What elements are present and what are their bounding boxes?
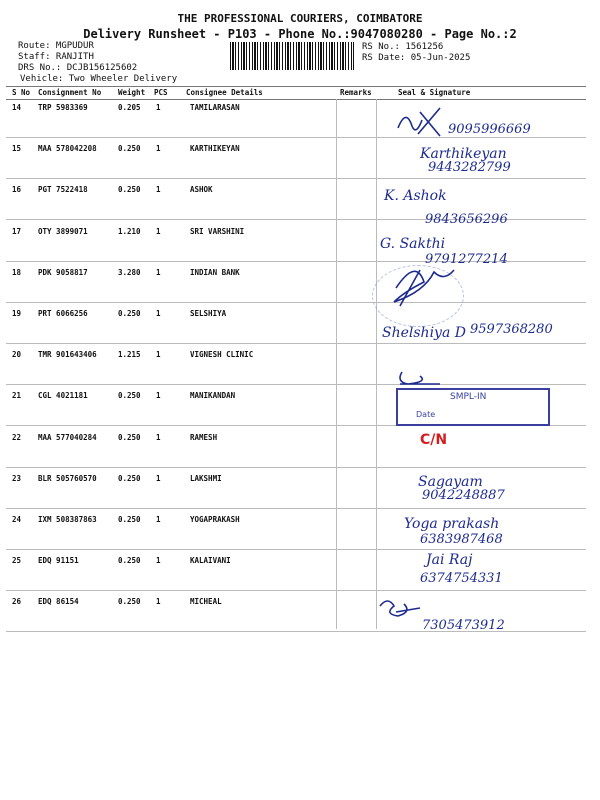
signature-name: Yoga prakash: [404, 516, 500, 532]
drs-number: DRS No.: DCJB156125602: [18, 63, 138, 73]
row-divider: [6, 343, 586, 344]
row-sno: 26: [12, 597, 22, 607]
staff-label: Staff: RANJITH: [18, 52, 94, 62]
row-consignee-name: MANIKANDAN: [190, 391, 236, 401]
col-signature: Seal & Signature: [398, 88, 471, 97]
row-consignment-no: MAA 577040284: [38, 432, 97, 442]
row-divider: [6, 467, 586, 468]
row-weight: 0.250: [118, 144, 141, 154]
row-pcs: 1: [156, 597, 161, 607]
signature-phone: 6374754331: [420, 571, 503, 586]
row-consignee-name: RAMESH: [190, 432, 218, 442]
row-sno: 17: [12, 226, 22, 236]
row-consignment-no: TRP 5983369: [38, 103, 88, 112]
row-pcs: 1: [156, 309, 161, 318]
signature-name: G. Sakthi: [380, 236, 446, 252]
col-sno: S No: [12, 88, 31, 97]
row-sno: 20: [12, 350, 22, 360]
col-weight: Weight: [118, 88, 146, 97]
row-weight: 0.250: [118, 473, 141, 483]
row-sno: 14: [12, 103, 22, 112]
row-consignee-name: MICHEAL: [190, 597, 222, 607]
row-consignee-name: LAKSHMI: [190, 473, 222, 483]
signature-phone: 9095996669: [448, 122, 531, 137]
row-weight: 1.210: [118, 226, 141, 236]
courier-stamp: [396, 388, 550, 426]
signature-name: Jai Raj: [426, 552, 473, 568]
row-consignment-no: PRT 6066256: [38, 309, 88, 318]
row-divider: [6, 137, 586, 138]
signature-phone: 9443282799: [428, 160, 511, 175]
signature-phone: 7305473912: [422, 618, 505, 633]
row-consignee-name: VIGNESH CLINIC: [190, 350, 254, 360]
row-sno: 19: [12, 309, 22, 318]
row-pcs: 1: [156, 350, 161, 360]
row-consignment-no: TMR 901643406: [38, 350, 97, 360]
col-remarks: Remarks: [340, 88, 372, 97]
row-consignee-name: TAMILARASAN: [190, 103, 240, 112]
row-sno: 24: [12, 515, 22, 524]
signature-phone: 9597368280: [470, 322, 553, 337]
row-sno: 18: [12, 267, 22, 277]
row-consignee-name: ASHOK: [190, 185, 213, 195]
row-consignee-name: INDIAN BANK: [190, 267, 240, 277]
row-divider: [6, 384, 586, 385]
row-divider: [6, 178, 586, 179]
row-consignment-no: PGT 7522418: [38, 185, 88, 195]
signature-phone: 9042248887: [422, 488, 505, 503]
runsheet-title: Delivery Runsheet - P103 - Phone No.:9047080280 - Page No.:2: [83, 27, 517, 41]
signature-name: Shelshiya D: [382, 325, 466, 341]
header-top-rule: [6, 86, 586, 87]
row-pcs: 1: [156, 515, 161, 524]
row-divider: [6, 549, 586, 550]
row-sno: 16: [12, 185, 22, 195]
route-label: Route: MGPUDUR: [18, 41, 94, 51]
rs-number: RS No.: 1561256: [362, 42, 444, 52]
row-pcs: 1: [156, 267, 161, 277]
header-bottom-rule: [6, 99, 586, 100]
row-consignment-no: EDQ 91151: [38, 556, 79, 566]
row-pcs: 1: [156, 144, 161, 154]
row-consignment-no: IXM 508387863: [38, 515, 97, 524]
row-sno: 22: [12, 432, 22, 442]
row-pcs: 1: [156, 185, 161, 195]
row-sno: 23: [12, 473, 22, 483]
row-weight: 0.205: [118, 103, 141, 112]
row-weight: 0.250: [118, 432, 141, 442]
row-weight: 0.250: [118, 309, 141, 318]
row-consignee-name: SELSHIYA: [190, 309, 227, 318]
signature-scribble: [398, 108, 440, 136]
col-consignee: Consignee Details: [186, 88, 263, 97]
row-consignment-no: EDQ 86154: [38, 597, 79, 607]
row-weight: 0.250: [118, 556, 141, 566]
row-weight: 0.250: [118, 515, 141, 524]
row-consignment-no: PDK 9058817: [38, 267, 88, 277]
row-pcs: 1: [156, 432, 161, 442]
row-divider: [6, 590, 586, 591]
bank-seal-stamp: [372, 265, 464, 327]
row-sno: 25: [12, 556, 22, 566]
row-weight: 0.250: [118, 597, 141, 607]
row-consignment-no: BLR 505760570: [38, 473, 97, 483]
signature-name: K. Ashok: [384, 188, 447, 204]
row-divider: [6, 302, 586, 303]
row-consignment-no: MAA 578042208: [38, 144, 97, 154]
col-pcs: PCS: [154, 88, 168, 97]
row-consignment-no: OTY 3899071: [38, 226, 88, 236]
stamp-date-label: Date: [416, 410, 436, 419]
row-consignment-no: CGL 4021181: [38, 391, 88, 401]
row-weight: 0.250: [118, 391, 141, 401]
row-consignee-name: KARTHIKEYAN: [190, 144, 240, 154]
row-pcs: 1: [156, 473, 161, 483]
row-consignee-name: KALAIVANI: [190, 556, 231, 566]
row-sno: 21: [12, 391, 22, 401]
row-consignee-name: SRI VARSHINI: [190, 226, 245, 236]
company-title: THE PROFESSIONAL COURIERS, COIMBATORE: [177, 12, 423, 25]
stamp-code: SMPL-IN: [450, 392, 487, 402]
row-pcs: 1: [156, 556, 161, 566]
signature-phone: 6383987468: [420, 532, 503, 547]
signature-scribble: [380, 601, 420, 616]
row-sno: 15: [12, 144, 22, 154]
row-consignee-name: YOGAPRAKASH: [190, 515, 240, 524]
signature-name: Sagayam: [418, 474, 483, 490]
row-pcs: 1: [156, 226, 161, 236]
row-weight: 3.280: [118, 267, 141, 277]
col-consignment: Consignment No: [38, 88, 102, 97]
signature-name: Karthikeyan: [420, 146, 507, 162]
vehicle-label: Vehicle: Two Wheeler Delivery: [20, 74, 178, 84]
rs-date: RS Date: 05-Jun-2025: [362, 53, 471, 63]
row-divider: [6, 508, 586, 509]
row-pcs: 1: [156, 391, 161, 401]
row-weight: 1.215: [118, 350, 141, 360]
row-weight: 0.250: [118, 185, 141, 195]
barcode: [230, 42, 354, 70]
signature-scribble: [400, 372, 440, 384]
signature-phone: 9843656296: [425, 212, 508, 227]
cn-mark: C/N: [420, 432, 448, 448]
signature-phone: 9791277214: [425, 252, 508, 267]
row-pcs: 1: [156, 103, 161, 112]
